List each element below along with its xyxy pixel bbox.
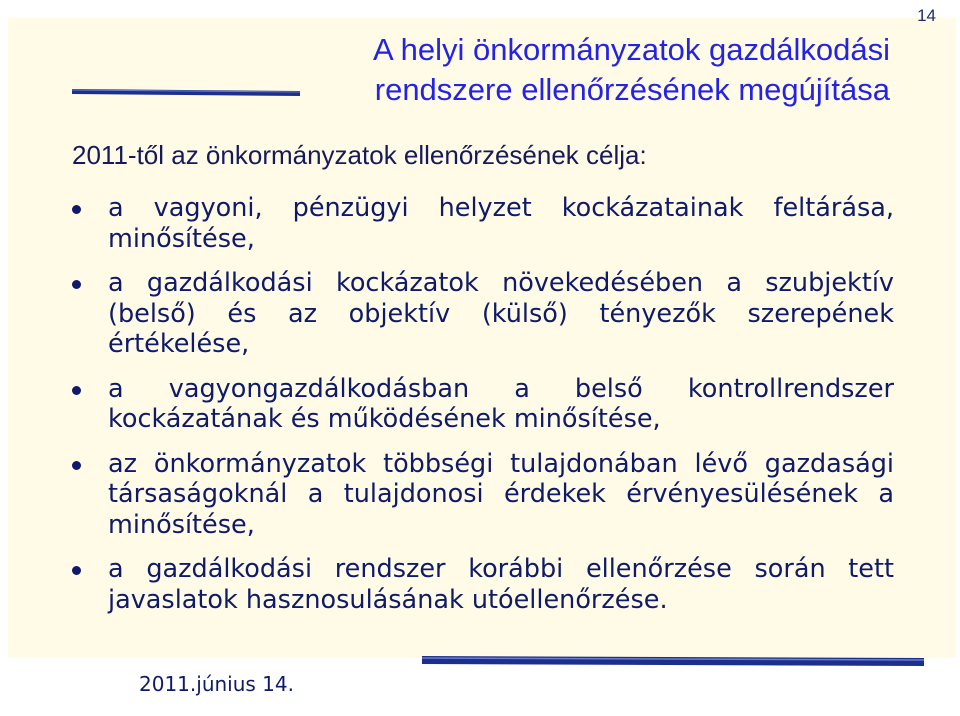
intro-heading: 2011-től az önkormányzatok ellenőrzésének célja: [72, 140, 647, 170]
list-item [72, 268, 894, 360]
list-item [72, 554, 894, 615]
footer-date: 2011.június 14. [139, 672, 294, 696]
list-item-text: a vagyongazdálkodásban a belső kontrollrendszer kockázatának és működésének minősítése, [108, 373, 894, 434]
bullet-icon [72, 280, 81, 289]
bullet-icon [72, 566, 81, 575]
list-item [72, 374, 894, 435]
list-item [72, 449, 894, 541]
list-item-text: a gazdálkodási rendszer korábbi ellenőrzése során tett javaslatok hasznosulásának utóellenőrzése. [108, 554, 894, 615]
bullet-icon [72, 461, 81, 470]
footer-accent-bar [422, 654, 924, 668]
title-accent-bar [72, 88, 300, 98]
list-item [72, 193, 894, 254]
bullet-icon [72, 386, 81, 395]
slide-title-line-2: rendszere ellenőrzésének megújítása [374, 72, 890, 107]
list-item-text: a vagyoni, pénzügyi helyzet kockázatainak feltárása, minősítése, [108, 193, 894, 254]
bullet-icon [72, 205, 81, 214]
goals-list [72, 193, 894, 629]
slide-title [0, 30, 890, 110]
list-item-text: a gazdálkodási kockázatok növekedésében a szubjektív (belső) és az objektív (külső) tényezők szerepének értékelése, [108, 268, 894, 359]
slide-title-line-1: A helyi önkormányzatok gazdálkodási [373, 32, 890, 67]
list-item-text: az önkormányzatok többségi tulajdonában lévő gazdasági társaságoknál a tulajdonosi érdekek érvényesülésének a minősítése, [108, 448, 894, 540]
page-number: 14 [917, 6, 936, 25]
